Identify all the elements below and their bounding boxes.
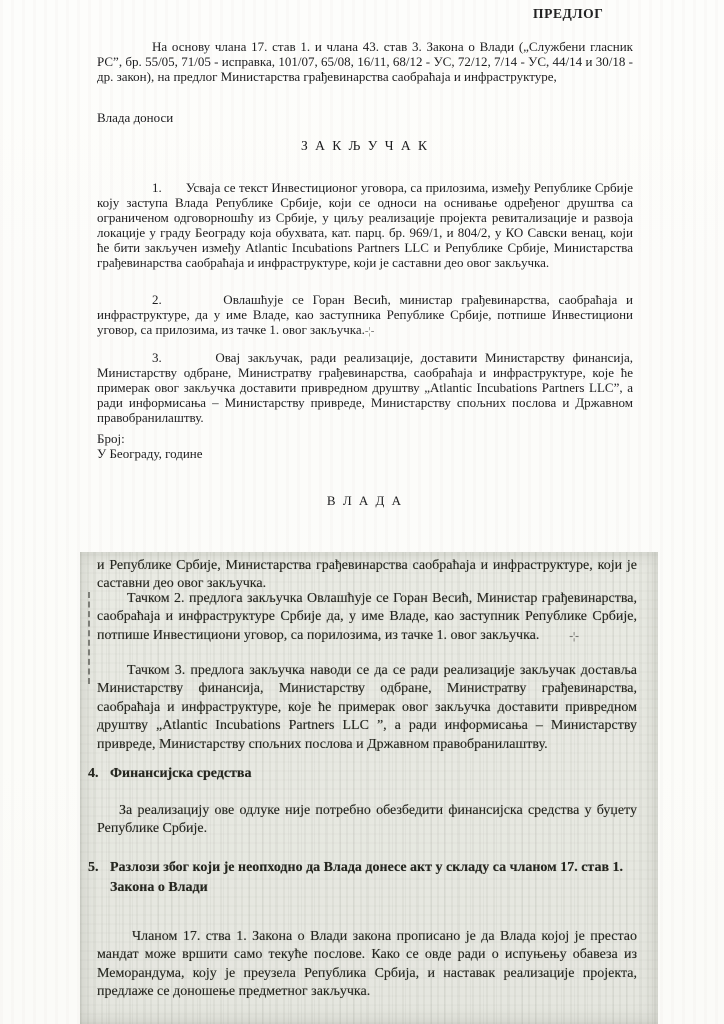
section-5-title: Разлози због који је неопходно да Влада донесе акт у складу са чланом 17. став 1. Закона о Влади [110, 860, 624, 895]
carryover-paragraph: и Републике Србије, Министарства грађевинарства саобраћаја и инфраструктуре, који је саставни део овог закључка. [97, 558, 637, 592]
section-5-number: 5. [88, 860, 99, 875]
scanned-fragment [80, 552, 658, 1024]
vlada-donosi-line: Влада доноси [97, 110, 174, 125]
scan-artifact-mark-2: -¦- [569, 629, 579, 642]
section-5-body: Чланом 17. ства 1. Закона о Влади закона прописано је да Влада којој је престао мандат може вршити само текуће послове. Како се овде ради о испуњењу обавеза из Меморандума, коју је преузела Република Србија, и наставак реализације пројекта, предлаже се доношење предметног закључка. [97, 929, 637, 1000]
document-title: З А К Љ У Ч А К [300, 138, 429, 153]
conclusion-item-2 [97, 293, 633, 339]
tacka-3-paragraph: Тачком 3. предлога закључка наводи се да се ради реализације закључак доставља Министарству финансија, Министарству одбране, Министратву грађевинарства, саобраћаја и инфраструктуре, које ће примерак овог закључка доставити привредном друштву „Atlantic Incubations Partners LLC ”, а ради информисања – Министарству привреде, Министарству спољних послова и Државном правобранилаштву. [97, 663, 637, 752]
section-4-heading [88, 764, 640, 784]
government-signature-heading: В Л А Д А [326, 493, 404, 508]
scan-artifact-mark: -¦- [364, 324, 375, 337]
section-4-title: Финансијска средства [110, 766, 252, 781]
legal-basis-paragraph: На основу члана 17. став 1. и члана 43. став 3. Закона о Влади („Службени гласник РС”, бр. 55/05, 71/05 - исправка, 101/07, 65/08, 16/11, 68/12 - УС, 72/12, 7/14 - УС, 44/14 и 30/18 - др. закон), на предлог Министарства грађевинарства саобраћаја и инфраструктуре, [97, 39, 633, 84]
section-5-heading [88, 858, 640, 898]
section-4-number: 4. [88, 766, 99, 781]
document-label: ПРЕДЛОГ [533, 6, 604, 21]
place-date-line: У Београду, године [97, 446, 203, 461]
conclusion-item-3: 3. Овај закључак, ради реализације, доставити Министарству финансија, Министарству одбране, Министратву грађевинарства, саобраћаја и инфраструктуре, које ће примерак овог закључка доставити привредном друштву „Atlantic Incubations Partners LLC”, а ради информисања – Министарству привреде, Министарству спољних послова и Државном правобранилаштву. [97, 350, 633, 425]
scan-edge-mark [88, 592, 90, 684]
conclusion-item-1: 1. Усваја се текст Инвестиционог уговора, са прилозима, између Републике Србије коју заступа Влада Републике Србије, који се односи на оснивање одређеног друштва са ограниченом одговорношћу из Србије, у циљу реализације пројекта ревитализације и развоја локације у граду Београду која обухвата, кат. парц. бр. 969/1, и 804/2, у КО Савски венац, који ће бити закључен између Atlantic Incubations Partners LLC и Републике Србије, Министарства грађевинарства саобраћаја и инфраструктуре, који је саставни део овог закључка. [97, 180, 633, 270]
section-4-body: За реализацију ове одлуке није потребно обезбедити финансијска средства у буџету Републике Србије. [97, 803, 637, 837]
conclusion-item-2-text: 2. Овлашћује се Горан Весић, министар грађевинарства, саобраћаја и инфраструктуре, да у име Владе, као заступника Републике Србије, потпише Инвестициони уговор, са прилозима, из тачке 1. овог закључка. [97, 292, 633, 337]
tacka-2-text: Тачком 2. предлога закључка Овлашћује се Горан Весић, Министар грађевинарства, саобраћаја и инфраструктуре Србије да, у име Владе, као заступник Републике Србије, потпише Инвестициони уговор, са порилозима, из тачке 1. овог закључка. [97, 591, 637, 643]
tacka-2-paragraph [97, 590, 637, 645]
number-label: Број: [97, 431, 125, 446]
